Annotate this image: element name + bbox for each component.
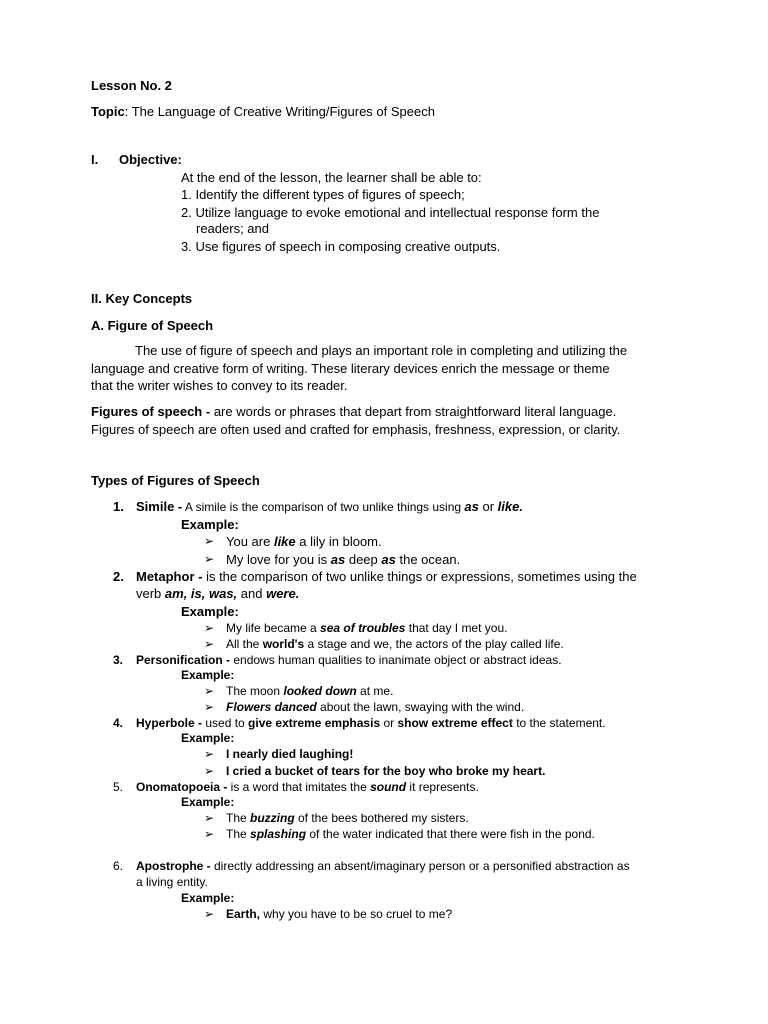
simile-word-as: as [464, 499, 479, 514]
personification-example-label: Example: [181, 668, 235, 682]
hyperbole-number: 4. [113, 716, 124, 730]
lesson-number: Lesson No. 2 [91, 78, 172, 93]
metaphor-example-label: Example: [181, 604, 239, 619]
ex-text: deep [345, 552, 382, 567]
key-concepts-heading: II. Key Concepts [91, 291, 193, 306]
metaphor-verb-label: verb [136, 586, 165, 601]
ex-text: a stage and we, the actors of the play called life. [304, 637, 564, 651]
bullet-arrow-icon: ➢ [204, 534, 215, 548]
ex-text: about the lawn, swaying with the wind. [316, 700, 525, 714]
ex-text: the ocean. [395, 552, 461, 567]
apostrophe-number: 6. [113, 859, 124, 873]
simile-example-2 [226, 551, 460, 568]
hyperbole-definition [136, 715, 606, 731]
onomatopoeia-example-1 [226, 810, 469, 826]
metaphor-and: and [237, 586, 267, 601]
hyperbole-def-emph: show extreme effect [397, 716, 513, 730]
metaphor-example-2 [226, 636, 564, 652]
topic-text: : The Language of Creative Writing/Figures of Speech [124, 104, 435, 119]
apostrophe-example-label: Example: [181, 891, 235, 905]
objective-item-1: 1. Identify the different types of figures of speech; [181, 187, 465, 202]
metaphor-number: 2. [113, 569, 124, 584]
metaphor-term: Metaphor - [136, 569, 203, 584]
onomatopoeia-example-label: Example: [181, 795, 235, 809]
personification-example-2 [226, 699, 524, 715]
onomatopoeia-def-text: it represents. [406, 780, 479, 794]
onomatopoeia-def-emph: sound [370, 780, 407, 794]
ex-emph: buzzing [250, 811, 295, 825]
figure-of-speech-heading: A. Figure of Speech [91, 318, 214, 333]
personification-example-1 [226, 683, 393, 699]
bullet-arrow-icon: ➢ [204, 700, 215, 714]
bullet-arrow-icon: ➢ [204, 764, 215, 778]
simile-definition [136, 498, 523, 515]
metaphor-definition [136, 568, 637, 585]
simile-example-label: Example: [181, 517, 239, 532]
apostrophe-definition-cont: a living entity. [136, 875, 208, 889]
personification-definition [136, 652, 562, 668]
metaphor-definition-cont [136, 585, 299, 602]
apostrophe-definition [136, 858, 630, 874]
objective-intro: At the end of the lesson, the learner shall be able to: [181, 170, 482, 185]
ex-text: of the bees bothered my sisters. [294, 811, 469, 825]
objective-item-2: 2. Utilize language to evoke emotional and intellectual response form the [181, 205, 600, 220]
objective-numeral: I. [91, 152, 99, 167]
simile-example-1 [226, 533, 382, 550]
hyperbole-term: Hyperbole - [136, 716, 203, 730]
bullet-arrow-icon: ➢ [204, 684, 215, 698]
onomatopoeia-definition [136, 779, 479, 795]
ex-emph: Flowers danced [226, 700, 317, 714]
hyperbole-def-text: to the statement. [512, 716, 606, 730]
hyperbole-example-2: I cried a bucket of tears for the boy who broke my heart. [226, 764, 546, 778]
bullet-arrow-icon: ➢ [204, 747, 215, 761]
personification-term: Personification - [136, 653, 231, 667]
onomatopoeia-example-2 [226, 826, 595, 842]
simile-term: Simile - [136, 499, 183, 514]
bullet-arrow-icon: ➢ [204, 827, 215, 841]
objective-heading: Objective: [119, 152, 182, 167]
ex-emph: like [273, 534, 296, 549]
paragraph-1-line-1: The use of figure of speech and plays an important role in completing and utilizing the [135, 343, 628, 358]
personification-def-text: endows human qualities to inanimate object or abstract ideas. [230, 653, 562, 667]
objective-item-2-cont: readers; and [196, 221, 269, 236]
hyperbole-def-emph: give extreme emphasis [248, 716, 381, 730]
paragraph-1-line-2: language and creative form of writing. These literary devices enrich the message or theme [91, 361, 610, 376]
ex-text: You are [226, 534, 274, 549]
ex-text: that day I met you. [405, 621, 508, 635]
ex-text: The [226, 827, 251, 841]
hyperbole-example-label: Example: [181, 731, 235, 745]
onomatopoeia-term: Onomatopoeia - [136, 780, 228, 794]
ex-emph: splashing [250, 827, 307, 841]
objective-item-3: 3. Use figures of speech in composing creative outputs. [181, 239, 501, 254]
metaphor-were: were. [266, 586, 300, 601]
topic-line [91, 103, 435, 120]
ex-emph: world's [262, 637, 305, 651]
onomatopoeia-number: 5. [113, 780, 124, 794]
topic-label: Topic [91, 104, 125, 119]
paragraph-2-def: are words or phrases that depart from straightforward literal language. [210, 404, 617, 419]
ex-text: All the [226, 637, 263, 651]
apostrophe-example-1 [226, 906, 452, 922]
ex-emph: as [330, 552, 346, 567]
ex-text: at me. [356, 684, 394, 698]
bullet-arrow-icon: ➢ [204, 637, 215, 651]
paragraph-1-line-3: that the writer wishes to convey to its reader. [91, 378, 348, 393]
ex-text: My love for you is [226, 552, 331, 567]
ex-text: The moon [226, 684, 284, 698]
personification-number: 3. [113, 653, 124, 667]
ex-emph: Earth, [226, 907, 261, 921]
simile-word-like: like. [497, 499, 523, 514]
bullet-arrow-icon: ➢ [204, 907, 215, 921]
ex-emph: as [381, 552, 396, 567]
apostrophe-def-text: directly addressing an absent/imaginary person or a personified abstraction as [210, 859, 630, 873]
ex-text: of the water indicated that there were fish in the pond. [306, 827, 595, 841]
simile-number: 1. [113, 499, 124, 514]
ex-text: why you have to be so cruel to me? [260, 907, 453, 921]
hyperbole-example-1: I nearly died laughing! [226, 747, 354, 761]
ex-text: a lily in bloom. [295, 534, 382, 549]
types-heading: Types of Figures of Speech [91, 473, 260, 488]
ex-text: My life became a [226, 621, 321, 635]
metaphor-example-1 [226, 620, 507, 636]
paragraph-2-line-1 [91, 403, 616, 420]
metaphor-verbs: am, is, was, [164, 586, 238, 601]
ex-emph: sea of troubles [320, 621, 406, 635]
bullet-arrow-icon: ➢ [204, 811, 215, 825]
ex-emph: looked down [283, 684, 357, 698]
bullet-arrow-icon: ➢ [204, 552, 215, 566]
onomatopoeia-def-text: is a word that imitates the [227, 780, 371, 794]
simile-def-text: A simile is the comparison of two unlike things using [182, 500, 465, 514]
paragraph-2-term: Figures of speech - [91, 404, 211, 419]
bullet-arrow-icon: ➢ [204, 621, 215, 635]
metaphor-def-text: is the comparison of two unlike things or expressions, sometimes using the [202, 569, 637, 584]
hyperbole-def-text: used to [202, 716, 249, 730]
apostrophe-term: Apostrophe - [136, 859, 211, 873]
simile-or: or [478, 499, 498, 514]
ex-text: The [226, 811, 251, 825]
paragraph-2-line-2: Figures of speech are often used and crafted for emphasis, freshness, expression, or clarity. [91, 422, 621, 437]
hyperbole-def-text: or [380, 716, 398, 730]
